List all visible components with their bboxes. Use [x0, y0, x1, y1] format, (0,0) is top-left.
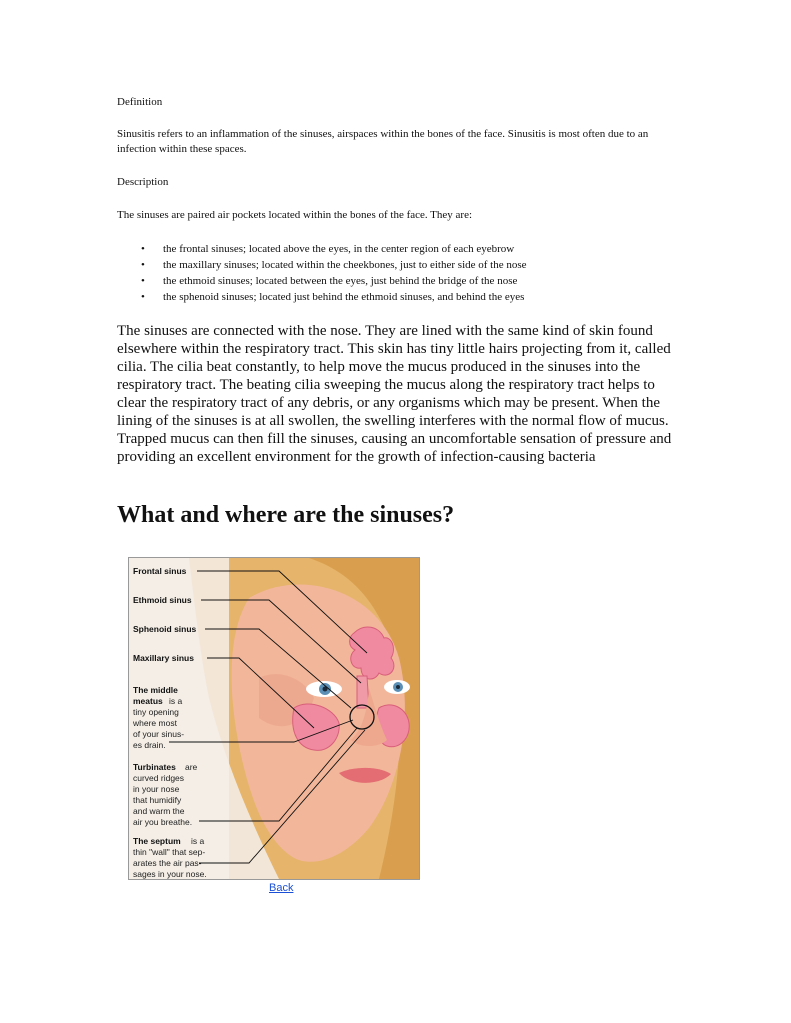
label-sphenoid: Sphenoid sinus: [133, 624, 197, 634]
section-title: What and where are the sinuses?: [117, 502, 455, 528]
svg-text:of your sinus-: of your sinus-: [133, 729, 185, 739]
svg-text:is a: is a: [169, 696, 183, 706]
list-item: • the frontal sinuses; located above the eyes, in the center region of each eyebrow: [141, 243, 515, 255]
label-septum-title: The septum: [133, 836, 181, 846]
body-paragraph: The sinuses are connected with the nose. They are lined with the same kind of skin found elsewhere within the respiratory tract. This skin has tiny little hairs projecting from it, called cilia. The cilia beat constantly, to help move the mucus produced in the sinuses into the respiratory tract. The beating cilia sweeping the mucus along the respiratory tract helps to clear the respiratory tract of any debris, or any organisms which may be present. When the lining of the sinuses is at all swollen, the swelling interferes with the normal flow of mucus. Trapped mucus can then fill the sinuses, causing an uncomfortable sensation of pressure and providing an excellent environment for the growth of infection-causing bacteria: [117, 323, 672, 465]
svg-text:air you breathe.: air you breathe.: [133, 817, 193, 827]
svg-text:curved ridges: curved ridges: [133, 773, 185, 783]
definition-heading: Definition: [117, 96, 163, 108]
label-frontal: Frontal sinus: [133, 566, 187, 576]
svg-text:sages in your nose.: sages in your nose.: [133, 869, 207, 879]
label-meatus-title: The middle: [133, 685, 178, 695]
label-ethmoid: Ethmoid sinus: [133, 595, 192, 605]
svg-text:in your nose: in your nose: [133, 784, 180, 794]
svg-text:where most: where most: [133, 718, 177, 728]
sinus-diagram: [129, 558, 419, 879]
svg-text:thin "wall" that sep-: thin "wall" that sep-: [133, 847, 206, 857]
definition-text: Sinusitis refers to an inflammation of the sinuses, airspaces within the bones of the face. Sinusitis is most often due to an infection within these spaces.: [117, 128, 649, 155]
svg-text:is a: is a: [191, 836, 205, 846]
list-item: • the maxillary sinuses; located within the cheekbones, just to either side of the nose: [141, 259, 527, 271]
svg-text:meatus: meatus: [133, 696, 163, 706]
description-intro: The sinuses are paired air pockets located within the bones of the face. They are:: [117, 209, 473, 221]
bullet-icon: •: [141, 291, 145, 303]
svg-text:that humidify: that humidify: [133, 795, 182, 805]
svg-text:and warm the: and warm the: [133, 806, 185, 816]
bullet-icon: •: [141, 275, 145, 287]
svg-text:arates the air pas-: arates the air pas-: [133, 858, 202, 868]
label-maxillary: Maxillary sinus: [133, 653, 194, 663]
back-link[interactable]: Back: [269, 882, 294, 894]
bullet-icon: •: [141, 243, 145, 255]
list-item: • the sphenoid sinuses; located just behind the ethmoid sinuses, and behind the eyes: [141, 291, 525, 303]
bullet-icon: •: [141, 259, 145, 271]
label-turbinates-title: Turbinates: [133, 762, 176, 772]
sinus-list: [117, 241, 677, 305]
list-item: • the ethmoid sinuses; located between the eyes, just behind the bridge of the nose: [141, 275, 518, 287]
svg-text:are: are: [185, 762, 198, 772]
svg-text:tiny opening: tiny opening: [133, 707, 179, 717]
sinus-illustration: [128, 557, 420, 880]
description-heading: Description: [117, 176, 169, 188]
svg-text:es drain.: es drain.: [133, 740, 166, 750]
